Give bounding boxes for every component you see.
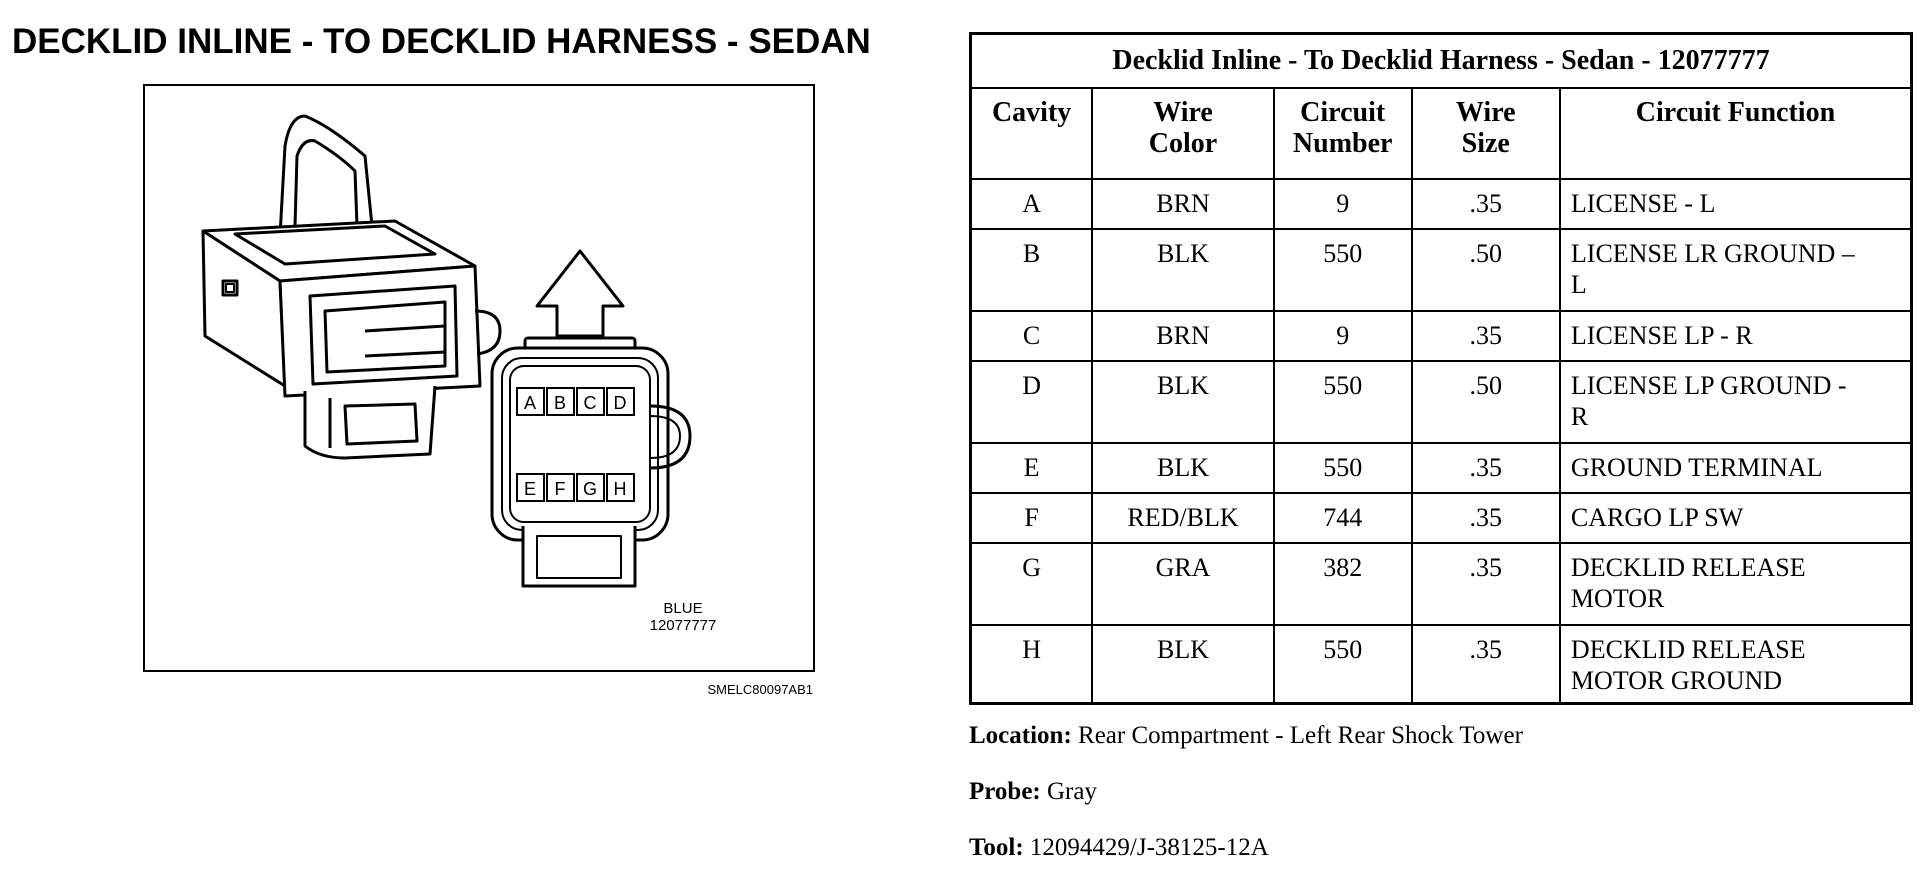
cell-wire-color: BRN (1092, 311, 1274, 361)
cell-wire-size: .35 (1412, 311, 1560, 361)
cell-wire-color: BLK (1092, 625, 1274, 704)
table-row (971, 361, 1912, 443)
cell-cavity: A (971, 179, 1093, 229)
probe-label: Probe: (969, 778, 1041, 805)
cell-wire-color: BLK (1092, 361, 1274, 443)
cavity-label-b: B (553, 393, 567, 413)
cavity-label-f: F (554, 479, 566, 499)
cell-cavity: B (971, 229, 1093, 311)
cell-wire-size: .35 (1412, 443, 1560, 493)
tool-label: Tool: (969, 834, 1024, 861)
cell-circuit-number: 550 (1274, 443, 1412, 493)
cell-cavity: C (971, 311, 1093, 361)
cell-circuit-number: 550 (1274, 229, 1412, 311)
table-header-row (971, 88, 1912, 179)
cell-circuit-function: LICENSE LR GROUND – L (1560, 229, 1912, 311)
cell-cavity: F (971, 493, 1093, 543)
header-cavity: Cavity (971, 88, 1093, 179)
cell-wire-color: RED/BLK (1092, 493, 1274, 543)
cavity-label-e: E (523, 479, 537, 499)
cell-wire-color: BLK (1092, 443, 1274, 493)
cell-wire-color: GRA (1092, 543, 1274, 625)
cell-wire-size: .35 (1412, 543, 1560, 625)
table-caption: Decklid Inline - To Decklid Harness - Sedan - 12077777 (971, 34, 1912, 89)
location-label: Location: (969, 722, 1072, 749)
cell-circuit-function: DECKLID RELEASE MOTOR GROUND (1560, 625, 1912, 704)
cell-circuit-number: 550 (1274, 361, 1412, 443)
header-wire-color: Wire Color (1092, 88, 1274, 179)
front-latch-shape (537, 251, 623, 336)
cell-circuit-function: LICENSE LP - R (1560, 311, 1912, 361)
cell-wire-size: .35 (1412, 625, 1560, 704)
cell-circuit-function: LICENSE LP GROUND - R (1560, 361, 1912, 443)
connector-caption (613, 600, 753, 634)
cell-wire-size: .35 (1412, 493, 1560, 543)
pinout-table (969, 32, 1913, 705)
location-value: Rear Compartment - Left Rear Shock Tower (1078, 722, 1523, 749)
cell-wire-color: BRN (1092, 179, 1274, 229)
cell-wire-size: .35 (1412, 179, 1560, 229)
header-circuit-number: Circuit Number (1274, 88, 1412, 179)
page-title: DECKLID INLINE - TO DECKLID HARNESS - SEDAN (12, 22, 871, 61)
connector-figure (143, 84, 815, 672)
cell-circuit-function: LICENSE - L (1560, 179, 1912, 229)
cell-circuit-function: DECKLID RELEASE MOTOR (1560, 543, 1912, 625)
table-row (971, 229, 1912, 311)
header-circuit-function: Circuit Function (1560, 88, 1912, 179)
pinout-table-wrap (969, 32, 1913, 705)
location-note (969, 722, 1523, 750)
cavity-label-c: C (583, 393, 597, 413)
cell-cavity: D (971, 361, 1093, 443)
header-wire-size: Wire Size (1412, 88, 1560, 179)
table-row (971, 179, 1912, 229)
cell-wire-color: BLK (1092, 229, 1274, 311)
cell-circuit-number: 9 (1274, 311, 1412, 361)
connector-part-number: 12077777 (649, 617, 717, 634)
probe-value: Gray (1047, 778, 1097, 805)
cavity-label-d: D (613, 393, 627, 413)
table-row (971, 311, 1912, 361)
cavity-label-g: G (582, 479, 598, 499)
cell-circuit-number: 382 (1274, 543, 1412, 625)
cell-circuit-number: 550 (1274, 625, 1412, 704)
table-row (971, 543, 1912, 625)
cell-circuit-number: 9 (1274, 179, 1412, 229)
tool-note (969, 834, 1269, 862)
probe-note (969, 778, 1097, 806)
table-row (971, 493, 1912, 543)
cavity-label-a: A (523, 393, 537, 413)
cell-cavity: G (971, 543, 1093, 625)
cavity-label-h: H (613, 479, 627, 499)
table-row (971, 625, 1912, 704)
cell-cavity: H (971, 625, 1093, 704)
cell-circuit-number: 744 (1274, 493, 1412, 543)
tool-value: 12094429/J-38125-12A (1029, 834, 1269, 861)
connector-illustration (145, 86, 813, 670)
figure-id: SMELC80097AB1 (707, 682, 813, 697)
cell-wire-size: .50 (1412, 229, 1560, 311)
cell-circuit-function: CARGO LP SW (1560, 493, 1912, 543)
table-row (971, 443, 1912, 493)
cell-cavity: E (971, 443, 1093, 493)
connector-color: BLUE (663, 600, 703, 617)
cell-circuit-function: GROUND TERMINAL (1560, 443, 1912, 493)
cell-wire-size: .50 (1412, 361, 1560, 443)
